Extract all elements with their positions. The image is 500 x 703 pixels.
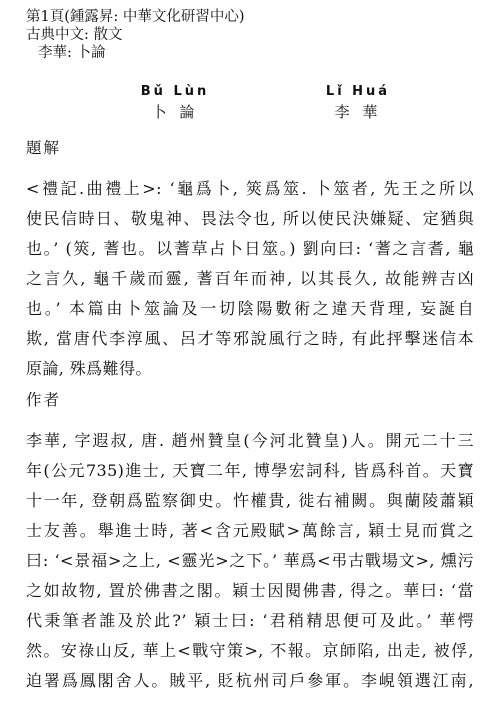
notes-line: 原論, 殊爲難得。 — [26, 359, 152, 378]
notes-paragraph — [26, 174, 474, 384]
title-pinyin: Bǔ Lùn — [140, 84, 210, 99]
notes-line: <禮記.曲禮上>: ‘龜爲卜, 筴爲筮. 卜筮者, 先王之所以 — [26, 179, 474, 198]
notes-line: 也。’ (筴, 蓍也。以蓍草占卜日筮。) 劉向曰: ‘蓍之言耆, 龜 — [26, 239, 474, 258]
document-header-line-1: 第1頁(鍾露昇: 中華文化研習中心) — [26, 9, 245, 25]
author-line: 李華, 字遐叔, 唐. 趙州贊皇(今河北贊皇)人。開元二十三 — [26, 431, 474, 450]
author-line: 曰: ‘<景福>之上, <靈光>之下。’ 華爲<弔古戰場文>, 燻污 — [26, 551, 474, 570]
author-column — [298, 84, 418, 122]
author-line: 年(公元735)進士, 天寶二年, 博學宏詞科, 皆爲科首。天寶 — [26, 461, 474, 480]
author-line: 十一年, 登朝爲監察御史。忤權貴, 徙右補闕。與蘭陵蕭穎 — [26, 491, 474, 510]
document-header-line-3: 李華: 卜論 — [38, 45, 106, 61]
title-column — [115, 84, 235, 122]
notes-line: 也。’ 本篇由卜筮論及一切陰陽數術之違天背理, 妄誕自 — [26, 299, 474, 318]
author-pinyin: Lǐ Huá — [325, 84, 391, 99]
notes-heading: 題解 — [26, 139, 62, 157]
author-line: 迫署爲鳳閣舍人。賊平, 貶杭州司戶參軍。李峴領選江南, — [26, 671, 474, 690]
author-line: 然。安祿山反, 華上<戰守策>, 不報。京師陷, 出走, 被俘, — [26, 641, 474, 660]
document-header-line-2: 古典中文: 散文 — [26, 27, 123, 43]
author-paragraph — [26, 426, 474, 696]
author-line: 之如故物, 置於佛書之閣。穎士因閱佛書, 得之。華曰: ‘當 — [26, 581, 474, 600]
author-line: 代秉筆者誰及於此?’ 穎士曰: ‘君稍精思便可及此。’ 華愕 — [26, 611, 474, 630]
author-chinese: 李 華 — [334, 103, 382, 121]
notes-line: 欺, 當唐代李淳風、呂才等邪說風行之時, 有此抨擊迷信本 — [26, 329, 474, 348]
notes-line: 之言久, 龜千歲而靈, 蓍百年而神, 以其長久, 故能辨吉凶 — [26, 269, 474, 288]
author-line: 士友善。舉進士時, 著<含元殿賦>萬餘言, 穎士見而賞之 — [26, 521, 474, 540]
notes-line: 使民信時日、敬鬼神、畏法令也, 所以使民決嫌疑、定猶與 — [26, 209, 474, 228]
author-heading: 作者 — [26, 391, 62, 409]
title-chinese: 卜 論 — [151, 103, 199, 121]
